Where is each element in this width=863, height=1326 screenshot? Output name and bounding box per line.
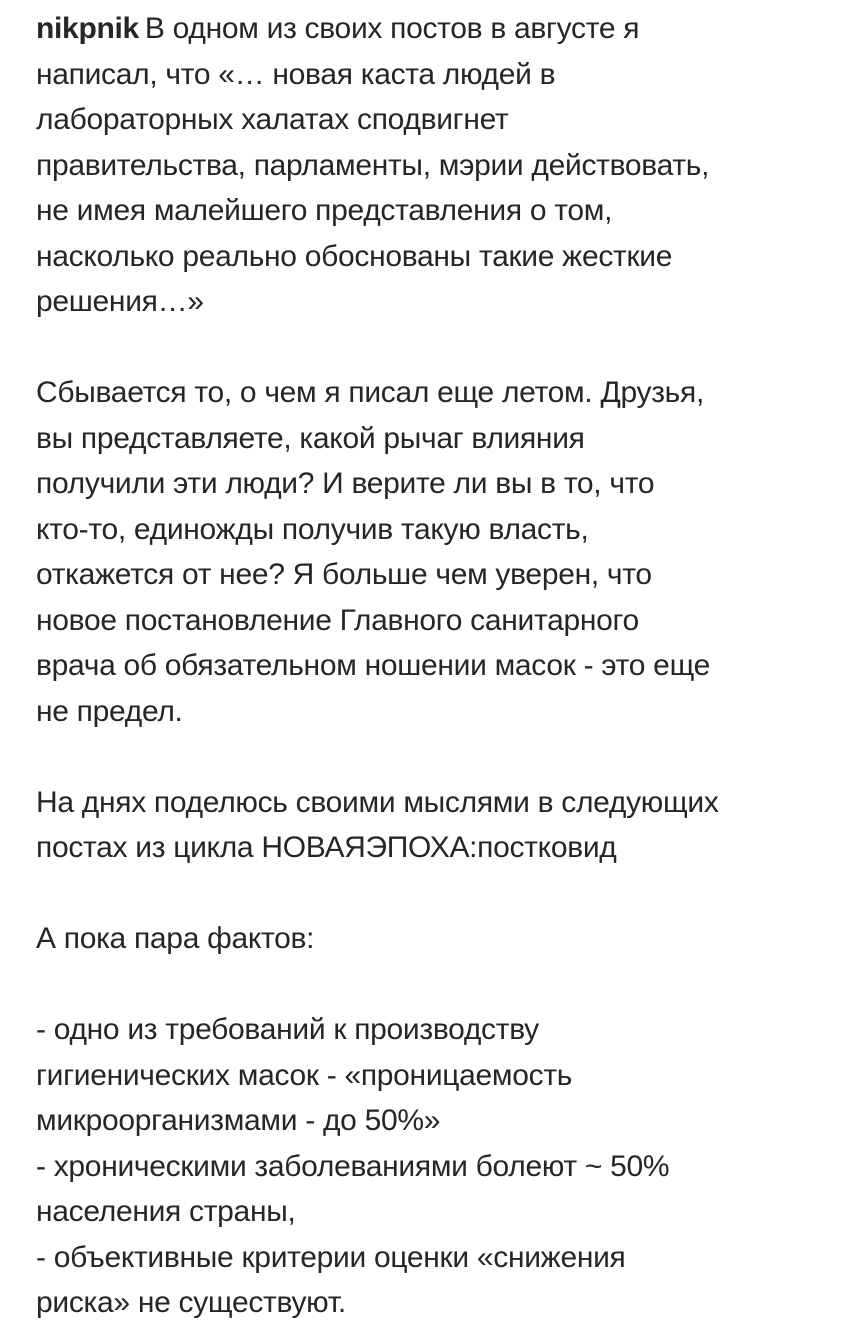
caption-paragraph-4 <box>36 916 836 962</box>
caption-line: - хроническими заболеваниями болеют ~ 50% <box>36 1149 670 1183</box>
caption-line-text: В одном из своих постов в августе я <box>144 12 640 45</box>
caption-line: решения…» <box>36 285 204 318</box>
caption-line: населения страны, <box>36 1195 296 1228</box>
caption-line <box>36 6 836 52</box>
username-link[interactable]: nikpnik <box>36 12 139 45</box>
caption-paragraph-5 <box>36 1007 836 1326</box>
caption-line: новое постановление Главного санитарного <box>36 603 639 637</box>
caption-line: написал, что «… новая каста людей в <box>36 57 556 91</box>
caption-line: Сбывается то, о чем я писал еще летом. Друзья, <box>36 376 704 409</box>
caption-line: кто-то, единожды получив такую власть, <box>36 512 589 546</box>
caption-line: правительства, парламенты, мэрии действовать, <box>36 148 710 182</box>
caption-line: риска» не существуют. <box>36 1286 346 1319</box>
caption-line: постах из цикла НОВАЯЭПОХА:постковид <box>36 831 617 864</box>
caption-line: А пока пара фактов: <box>36 922 315 955</box>
caption-line: врача об обязательном ношении масок - это еще <box>36 649 710 682</box>
caption-line: вы представляете, какой рычаг влияния <box>36 421 585 455</box>
caption-line: насколько реально обоснованы такие жесткие <box>36 239 673 273</box>
caption-line: - объективные критерии оценки «снижения <box>36 1240 626 1274</box>
caption-line: гигиенических масок - «проницаемость <box>36 1058 573 1092</box>
caption-line: лабораторных халатах сподвигнет <box>36 103 509 136</box>
caption-paragraph-1 <box>36 6 836 325</box>
caption-line: получили эти люди? И верите ли вы в то, что <box>36 467 655 500</box>
caption-line: На днях поделюсь своими мыслями в следующих <box>36 785 719 819</box>
post-caption <box>36 6 836 1326</box>
caption-line: не предел. <box>36 694 183 728</box>
caption-line: откажется от нее? Я больше чем уверен, что <box>36 558 652 591</box>
caption-paragraph-2 <box>36 370 836 734</box>
caption-line: - одно из требований к производству <box>36 1013 539 1046</box>
caption-line: микроорганизмами - до 50%» <box>36 1104 441 1137</box>
caption-line: не имея малейшего представления о том, <box>36 194 613 227</box>
caption-paragraph-3 <box>36 780 836 871</box>
